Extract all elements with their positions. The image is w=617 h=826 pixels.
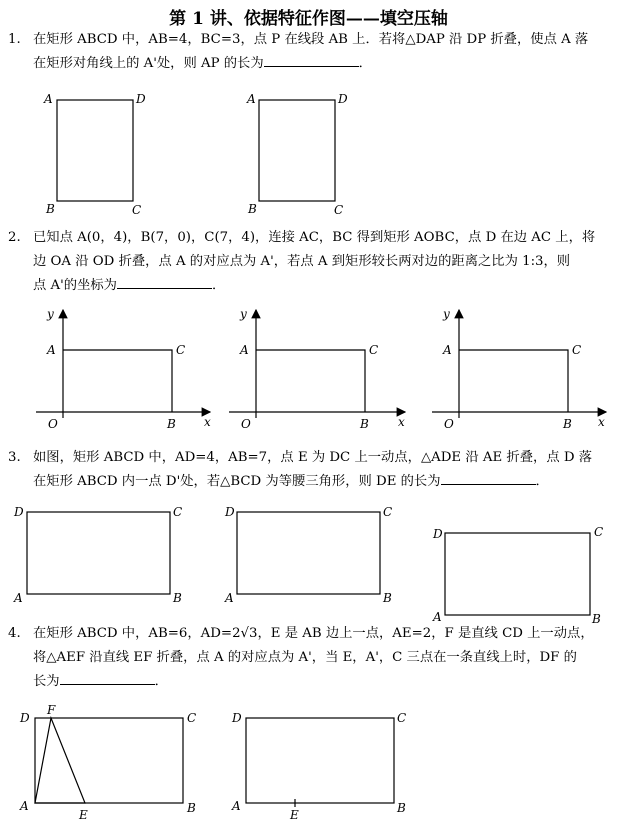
vertex-label: E [290, 808, 299, 822]
vertex-label: D [136, 92, 146, 106]
vertex-label: D [338, 92, 348, 106]
question-text-line: 在矩形 ABCD 中，AB=4，BC=3，点 P 在线段 AB 上．若将△DAP 沿 DP 折叠，使点 A 落 [33, 32, 589, 47]
question-tail: ． [535, 474, 549, 489]
question-text-line: 已知点 A(0，4)，B(7，0)，C(7，4)，连接 AC，BC 得到矩形 AOBC，点 D 在边 AC 上，将 [33, 230, 596, 245]
question-tail: ． [358, 56, 372, 71]
vertex-label: C [176, 343, 186, 357]
question-number: 3. [8, 450, 21, 465]
page-title: 第 1 讲、依据特征作图——填空压轴 [169, 9, 448, 29]
vertex-label: B [563, 417, 572, 431]
figure-rectangle [43, 92, 146, 217]
question-number: 2. [8, 230, 21, 245]
vertex-label: C [369, 343, 379, 357]
figure-rectangle [13, 505, 182, 605]
figure-rectangle [432, 525, 603, 626]
figure-coordinate-rectangle [229, 307, 405, 431]
vertex-label: A [232, 799, 241, 813]
question-text-line: 长为 [33, 674, 60, 689]
figure-rectangle [231, 711, 406, 822]
vertex-label: D [225, 505, 235, 519]
axis-label: y [240, 307, 247, 321]
question-number: 4. [8, 626, 21, 641]
vertex-label: A [20, 799, 29, 813]
vertex-label: C [132, 203, 142, 217]
question-text-line: 点 A'的坐标为 [33, 278, 117, 293]
vertex-label: A [433, 610, 442, 624]
vertex-label: A [225, 591, 234, 605]
vertex-label: D [433, 527, 443, 541]
vertex-label: C [397, 711, 407, 725]
vertex-label: D [14, 505, 24, 519]
figure-rectangle [246, 92, 348, 217]
question-text-line: 边 OA 沿 OD 折叠，点 A 的对应点为 A'，若点 A 到矩形较长两对边的距离之比为 1:3，则 [33, 254, 571, 269]
axis-label: x [598, 415, 605, 429]
vertex-label: A [44, 92, 53, 106]
vertex-label: B [167, 417, 176, 431]
question-tail: ． [154, 674, 168, 689]
question-text-line: 将△AEF 沿直线 EF 折叠，点 A 的对应点为 A'，当 E，A'，C 三点在一条直线上时，DF 的 [33, 650, 577, 665]
question-text-line: 如图，矩形 ABCD 中，AD=4，AB=7，点 E 为 DC 上一动点，△ADE 沿 AE 折叠，点 D 落 [33, 450, 593, 465]
axis-label: y [47, 307, 54, 321]
vertex-label: E [79, 808, 88, 822]
question-number: 1. [8, 32, 21, 47]
question-text-line: 在矩形对角线上的 A'处，则 AP 的长为 [33, 56, 264, 71]
vertex-label: B [360, 417, 369, 431]
vertex-label: B [592, 612, 601, 626]
figure-rectangle-folded [19, 703, 196, 822]
vertex-label: O [444, 417, 454, 431]
figure-coordinate-rectangle [36, 307, 211, 431]
figure-rectangle [224, 505, 392, 605]
vertex-label: C [173, 505, 183, 519]
vertex-label: A [240, 343, 249, 357]
figure-coordinate-rectangle [432, 307, 606, 431]
axis-label: x [398, 415, 405, 429]
vertex-label: B [248, 202, 257, 216]
vertex-label: C [383, 505, 393, 519]
vertex-label: B [383, 591, 392, 605]
vertex-label: B [187, 801, 196, 815]
vertex-label: D [20, 711, 30, 725]
vertex-label: C [594, 525, 604, 539]
vertex-label: O [48, 417, 58, 431]
vertex-label: B [46, 202, 55, 216]
question-text-line: 在矩形 ABCD 中，AB=6，AD=2√3，E 是 AB 边上一点，AE=2，F 是直线 CD 上一动点， [33, 626, 594, 641]
vertex-label: C [187, 711, 197, 725]
vertex-label: D [232, 711, 242, 725]
vertex-label: B [397, 801, 406, 815]
vertex-label: B [173, 591, 182, 605]
vertex-label: F [47, 703, 56, 717]
vertex-label: A [47, 343, 56, 357]
question-text-line: 在矩形 ABCD 内一点 D'处，若△BCD 为等腰三角形，则 DE 的长为 [33, 474, 441, 489]
vertex-label: O [241, 417, 251, 431]
vertex-label: A [443, 343, 452, 357]
vertex-label: A [14, 591, 23, 605]
vertex-label: C [572, 343, 582, 357]
axis-label: x [204, 415, 211, 429]
vertex-label: C [334, 203, 344, 217]
question-tail: ． [211, 278, 226, 293]
vertex-label: A [247, 92, 256, 106]
axis-label: y [443, 307, 450, 321]
